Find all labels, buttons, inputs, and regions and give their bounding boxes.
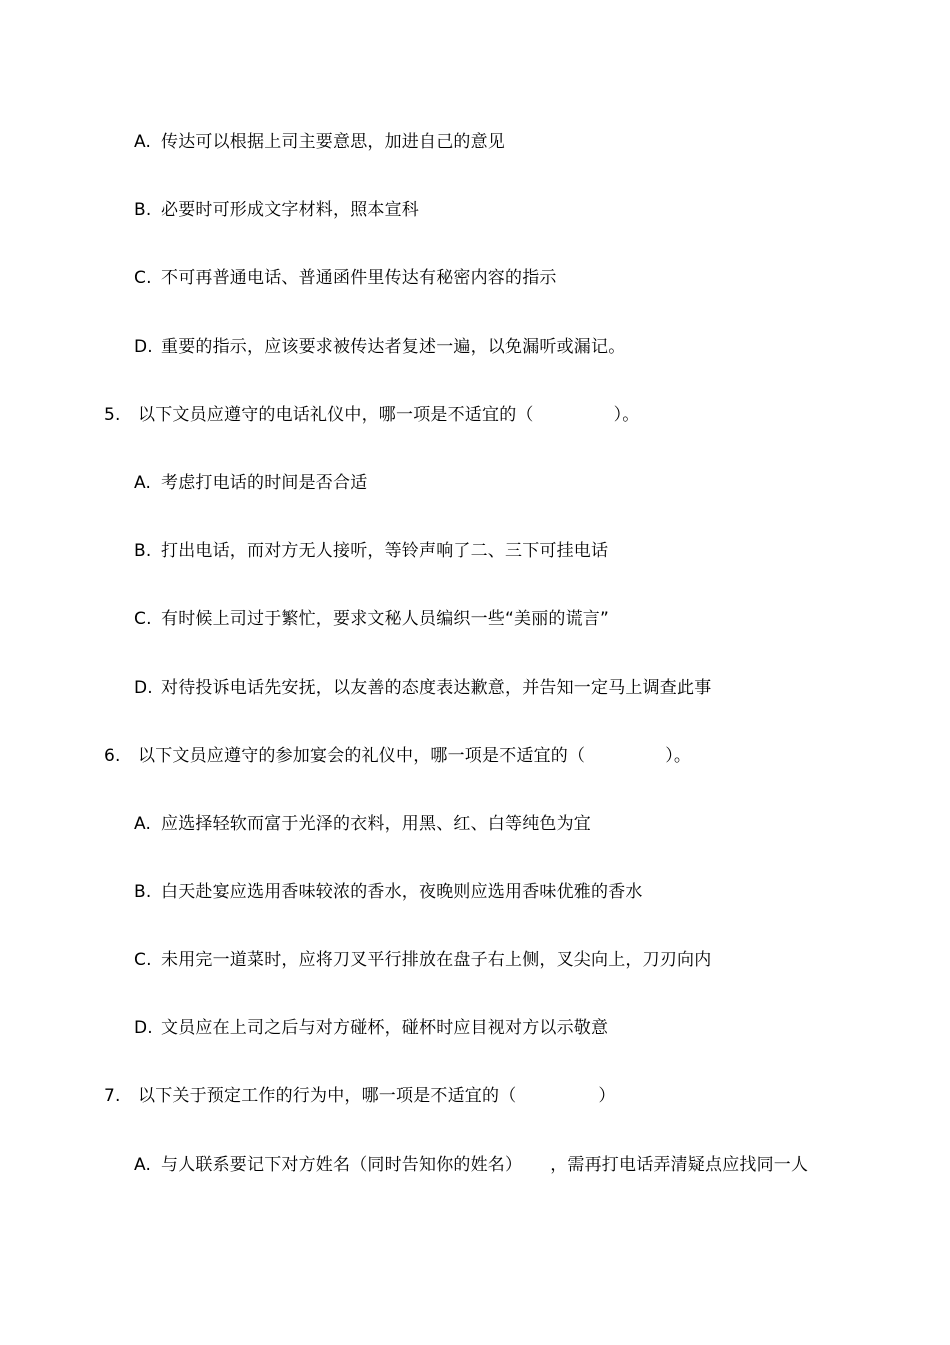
option-text: 有时候上司过于繁忙，要求文秘人员编织一些“美丽的谎言” xyxy=(161,609,610,629)
option-text: 考虑打电话的时间是否合适 xyxy=(161,473,368,493)
option-text-continued: ，需再打电话弄清疑点应找同一人 xyxy=(550,1155,809,1175)
option-text: 未用完一道菜时，应将刀叉平行排放在盘子右上侧，叉尖向上，刀刃向内 xyxy=(161,950,712,970)
option-letter: A. xyxy=(134,814,152,834)
question-end: ）。 xyxy=(665,746,692,766)
option-letter: A. xyxy=(134,473,152,493)
option-a-line xyxy=(134,471,367,495)
option-text: 重要的指示，应该要求被传达者复述一遍，以免漏听或漏记。 xyxy=(161,337,626,357)
option-c-line xyxy=(134,266,557,290)
option-c-line xyxy=(134,948,711,972)
question-text: 以下文员应遵守的电话礼仪中，哪一项是不适宜的（ xyxy=(138,405,534,425)
option-letter: D. xyxy=(134,678,153,698)
question-number: 5. xyxy=(104,405,121,425)
question-end: ） xyxy=(598,1086,616,1106)
option-d-line xyxy=(134,1016,608,1040)
option-text: 传达可以根据上司主要意思，加进自己的意见 xyxy=(161,132,505,152)
option-a-line xyxy=(134,1153,808,1177)
question-number: 7. xyxy=(104,1086,121,1106)
option-letter: B. xyxy=(134,541,152,561)
option-text: 应选择轻软而富于光泽的衣料，用黑、红、白等纯色为宜 xyxy=(161,814,591,834)
question-end: ）。 xyxy=(613,405,640,425)
option-letter: C. xyxy=(134,609,152,629)
option-b-line xyxy=(134,880,643,904)
option-letter: A. xyxy=(134,1155,152,1175)
option-letter: A. xyxy=(134,132,152,152)
option-text: 对待投诉电话先安抚，以友善的态度表达歉意，并告知一定马上调查此事 xyxy=(161,678,712,698)
option-c-line xyxy=(134,607,609,631)
option-text: 必要时可形成文字材料，照本宣科 xyxy=(161,200,419,220)
question-text: 以下文员应遵守的参加宴会的礼仪中，哪一项是不适宜的（ xyxy=(138,746,586,766)
option-text: 打出电话，而对方无人接听，等铃声响了二、三下可挂电话 xyxy=(161,541,609,561)
option-a-line xyxy=(134,130,505,154)
option-a-line xyxy=(134,812,591,836)
option-b-line xyxy=(134,539,608,563)
question-7 xyxy=(104,1084,616,1108)
option-text: 不可再普通电话、普通函件里传达有秘密内容的指示 xyxy=(161,268,557,288)
question-6 xyxy=(104,744,691,768)
option-text: 白天赴宴应选用香味较浓的香水，夜晚则应选用香味优雅的香水 xyxy=(161,882,643,902)
option-d-line xyxy=(134,676,711,700)
option-text: 与人联系要记下对方姓名（同时告知你的姓名） xyxy=(161,1155,523,1175)
option-letter: B. xyxy=(134,200,152,220)
option-b-line xyxy=(134,198,419,222)
option-letter: D. xyxy=(134,1018,153,1038)
option-letter: D. xyxy=(134,337,153,357)
option-letter: C. xyxy=(134,950,152,970)
option-d-line xyxy=(134,335,625,359)
question-5 xyxy=(104,403,640,427)
option-letter: B. xyxy=(134,882,152,902)
question-number: 6. xyxy=(104,746,121,766)
option-letter: C. xyxy=(134,268,152,288)
option-text: 文员应在上司之后与对方碰杯，碰杯时应目视对方以示敬意 xyxy=(161,1018,609,1038)
question-text: 以下关于预定工作的行为中，哪一项是不适宜的（ xyxy=(138,1086,517,1106)
